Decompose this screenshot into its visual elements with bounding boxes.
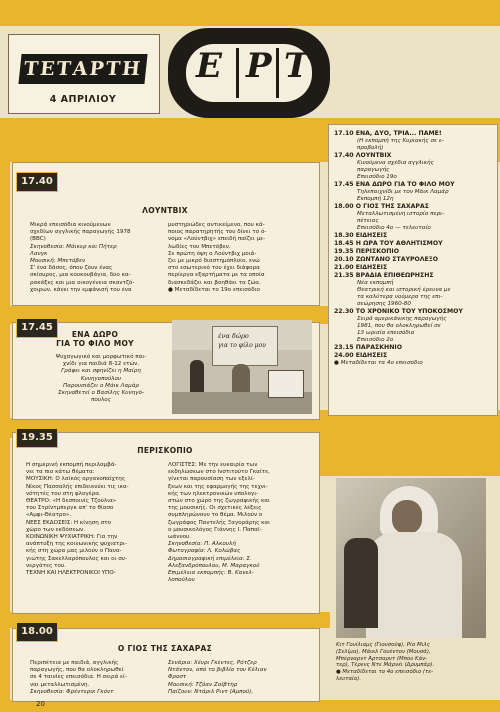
text-line: «Αμφι-Θέατρο». — [26, 512, 72, 519]
text-line: συμπληρώνουν το θέμα. Μιλούν ο — [168, 512, 263, 519]
text-line: νομα «Λούντβιχ» επειδή παίζει με- — [168, 236, 266, 243]
program-title: Ο ΓΙΟΣ ΤΗΣ ΣΑΧΑΡΑΣ — [117, 644, 213, 653]
text-line: Περιπέτεια με παιδιά, αγγλικής — [30, 660, 119, 666]
schedule-desc: Επεισόδιο 2ο — [357, 337, 394, 343]
text-line: της μουσικής. Οι σχετικές λέξεις — [168, 505, 262, 512]
text-line: χνίδι για παιδιά 8-12 ετών. — [62, 361, 140, 368]
schedule-desc: Σειρά αμερικάνικης παραγωγής — [357, 316, 447, 322]
text-line: Δημοσιογραφική επιμέλεια: Σ. — [168, 555, 252, 562]
text-line: χώρο των εκδόσεων. — [26, 526, 85, 533]
text-line: Σκηνοθεσία: Φρέντερικ Γκόντ — [30, 688, 114, 695]
logo-separator — [236, 48, 239, 98]
text-line: σε 4 ταινίες επεισόδια. Η σειρά εί- — [30, 674, 127, 681]
schedule-time: 17.10 — [334, 130, 356, 137]
schedule-time: 22.30 — [334, 308, 356, 315]
text-line: ποιος παρατηρητής του δίνει το ό- — [168, 229, 267, 236]
schedule-time: 18.45 — [334, 240, 356, 247]
schedule-title: ΤΟ ΧΡΟΝΙΚΟ ΤΟΥ ΥΠΟΚΟΣΜΟΥ — [355, 308, 463, 315]
text-line: ζει με μικρό διαστημόπλοιο, ενώ — [168, 258, 260, 265]
text-line: ναι μεταλλωτισμένη. — [30, 681, 90, 688]
schedule-time: 18.30 — [334, 232, 356, 239]
schedule-desc: Επεισόδιο 19ο — [357, 174, 397, 180]
top-yellow-band — [0, 0, 500, 26]
robe-shape — [366, 532, 462, 638]
text-line: νότητές του στη φλογέρα. — [26, 490, 101, 497]
schedule-desc: σεώρησης 1960-80 — [357, 301, 411, 307]
text-line: λωδίες του Μπετόβεν. — [168, 243, 231, 250]
text-line: Σενάριο: Χένρι Γκέντες, Ρότζερ — [168, 660, 257, 666]
schedule-entry — [334, 240, 494, 248]
text-line: Φωτογραφία: Λ. Κολώβας — [168, 548, 241, 555]
program-title: ΛΟΥΝΤΒΙΧ — [142, 206, 188, 215]
program-time-badge: 17.45 — [16, 318, 58, 338]
schedule-desc: 13 ωριαία επεισόδια — [357, 330, 415, 336]
text-line: ΜΟΥΣΙΚΗ: Ο λαϊκός οργανοπαίχτης — [26, 476, 126, 483]
text-line: (BBC) — [30, 236, 46, 243]
text-line: Σ' ένα δάσος, όπου ζουν ένας — [30, 265, 113, 272]
text-line: τερ), Τέρενς Ντε Μάρνέι (Δρυμπάρ). — [336, 662, 435, 669]
text-line: περίεργα εξαρτήματα με τα οποία — [168, 272, 265, 279]
schedule-desc: Νέα εκπομπή — [357, 280, 394, 286]
text-line: εκδηλώσεων στο Ινστιτούτο Γκαίτε, — [168, 469, 270, 476]
date-label: 4 ΑΠΡΙΛΙΟΥ — [49, 94, 117, 105]
schedule-entry — [334, 248, 494, 256]
text-line: Αλεξανδρόπουλου, Μ. Μαραγκού — [168, 562, 260, 569]
text-line: Σκηνοθεσία: Π. Αλκουλή — [168, 541, 236, 548]
text-line: νεργάτες του. — [26, 562, 66, 569]
schedule-desc: 1981, που θα ολοκληρωθεί σε — [357, 323, 441, 329]
program-text-col1 — [30, 660, 162, 696]
schedule-entry — [334, 308, 494, 344]
face-shape — [392, 500, 422, 534]
schedule-title: ΕΙΔΗΣΕΙΣ — [355, 264, 388, 271]
text-line: ωάννου. — [168, 534, 192, 541]
text-line: ξεων και της εφαρμογής της τεχνι- — [168, 483, 268, 490]
program-text-col1 — [26, 462, 162, 577]
text-line: παραγωγής, που θα ολοκληρωθεί — [30, 667, 124, 674]
text-line: Επιμέλεια εκπομπής: Β. Κανελ- — [168, 570, 254, 577]
text-line: Παρουσιάζει ο Μάικ Λαμάρ — [63, 382, 139, 389]
schedule-title: ΒΡΑΔΙΑ ΕΠΙΘΕΩΡΗΣΗΣ — [355, 272, 434, 279]
text-line: Κιτ Γουίλιαμς (Γιουσούφ), Ρία Μιλς — [336, 642, 430, 648]
day-label: ΤΕΤΑΡΤΗ — [18, 54, 147, 84]
schedule-time: 17.45 — [334, 181, 356, 188]
studio-prop — [268, 370, 304, 398]
photo-sign-line1: ένα δώρο — [218, 332, 249, 340]
schedule-time: 21.00 — [334, 264, 356, 271]
text-line: ρακάξες και μια οικογένεια σκαντζό- — [30, 279, 135, 286]
program-title: ΠΕΡΙΣΚΟΠΙΟ — [137, 446, 193, 455]
text-line: Σε πρώτη όψη ο Λούντβιχ μοιά- — [168, 250, 257, 257]
text-line: ΘΕΑΤΡΟ: «Η δεσποινίς Τζούλια» — [26, 498, 117, 505]
text-line: του Στρίντμπεργκ απ' το θίασο — [26, 505, 114, 512]
schedule-entry — [334, 152, 494, 181]
schedule-entry — [334, 264, 494, 272]
text-line: (Σελίμα), Μάικλ Γουέντον (Μουσά), — [336, 648, 431, 655]
program-title-line2: ΓΙΑ ΤΟ ΦΙΛΟ ΜΟΥ — [56, 339, 134, 348]
text-line: κής των ηλεκτρονικών υπολογι- — [168, 490, 259, 497]
schedule-title: ΕΙΔΗΣΕΙΣ — [355, 232, 388, 239]
text-line: ανάπτυξη της κοινωνικής ψυχιατρι- — [26, 541, 127, 548]
program-text-col2 — [168, 222, 308, 294]
schedule-time: 17.40 — [334, 152, 356, 159]
logo-letter-r: Ρ — [246, 46, 272, 86]
text-line: Φροστ — [168, 674, 187, 681]
page-number: 20 — [36, 700, 45, 708]
schedule-title: ΖΩΝΤΑΝΟ ΣΤΑΥΡΟΛΕΞΟ — [355, 256, 438, 263]
photo-caption — [336, 642, 488, 683]
schedule-time: 23.15 — [334, 344, 356, 351]
text-line: ΛΟΓΙΣΤΕΣ: Με την ευκαιρία των — [168, 462, 258, 468]
text-line: διασκεδάζει και βοηθάει τα ζώα. — [168, 279, 261, 286]
text-line: Γράφει και σφηνίζει η Μαίρη — [61, 368, 141, 375]
text-line: νει τα πιο κάτω θέματα: — [26, 469, 95, 476]
text-line: σκίουρος, μια κουκουβάγια, δύο κα- — [30, 272, 131, 279]
text-line: ο μουσικολόγος Γιάννης Ι. Παπαϊ- — [168, 526, 262, 533]
text-line: Κυνηγοπούλου — [80, 375, 122, 382]
studio-photo — [172, 320, 312, 414]
schedule-entry — [334, 352, 494, 360]
schedule-title: ΛΟΥΝΤΒΙΧ — [355, 152, 392, 159]
photo-sign-line2: για το φίλο μου — [218, 342, 266, 349]
schedule-time: 24.00 — [334, 352, 356, 359]
text-line: Μικρά επεισόδια κινούμενων — [30, 222, 111, 228]
program-title-line1: ΕΝΑ ΔΩΡΟ — [71, 330, 119, 339]
program-time-badge: 17.40 — [16, 172, 58, 192]
text-line: μυστηριώδες αντικείμενο, που κά- — [168, 222, 265, 228]
text-line: Μπέρναρντ Άρτσαρντ (Μπου Κάν- — [336, 655, 428, 662]
text-line: Σκηνοθετεί ο Βασίλης Κυνηγό- — [58, 390, 144, 397]
schedule-desc: (Η εκπομπή της Κυριακής σε ε- — [357, 138, 444, 144]
schedule-desc: Εκπομπή 12η — [357, 196, 394, 202]
schedule-time: 19.35 — [334, 248, 356, 255]
schedule-title: ΕΝΑ, ΔΥΟ, ΤΡΙΑ... ΠΑΜΕ! — [355, 130, 442, 137]
schedule-desc: τα καλύτερα νούμερα της επι- — [357, 294, 443, 300]
text-line: χοιρων, κάνει την εμφάνισή του ένα — [30, 286, 132, 293]
text-line: σχεδίων αγγλικής παραγωγής 1978 — [30, 229, 131, 236]
text-line: Μουσική: Τζόαν Ζαϊβτηρ — [168, 681, 238, 688]
schedule-desc: Κινούμενα σχέδια αγγλικής — [357, 160, 434, 166]
schedule-time: 18.00 — [334, 203, 356, 210]
text-line: λοπούλου — [168, 577, 195, 584]
text-line: ΝΕΕΣ ΕΚΔΟΣΕΙΣ: Η κίνηση στο — [26, 519, 111, 526]
text-line: Λανγκ — [30, 250, 48, 257]
text-line: γιώτης Σακελλαρόπουλος και οι συ- — [26, 555, 128, 562]
text-line: Νίκος Πασσαλής επιδεικνύει τις ικα- — [26, 483, 129, 490]
figure-silhouette — [344, 538, 378, 628]
schedule-entry — [334, 181, 494, 203]
schedule-desc: Επεισόδιο 4ο — τελευταίο — [357, 225, 431, 231]
program-text — [36, 354, 166, 404]
schedule-entry — [334, 130, 494, 152]
right-yellow-band — [320, 410, 500, 476]
text-line: πουλος — [90, 397, 112, 404]
schedule-title: ΠΑΡΑΣΚΗΝΙΟ — [355, 344, 402, 351]
text-line: Μουσική: Μπετόβεν — [30, 258, 86, 265]
schedule-time: 20.10 — [334, 256, 356, 263]
text-line: Σκηνοθεσία: Μάικερ και Πήτερ — [30, 243, 117, 250]
text-line: γίνεται παρουσίαση των εξελί- — [168, 476, 255, 483]
text-line: Ψυχαγωγικό και μορφωτικό παι- — [55, 354, 147, 360]
logo-letter-t: Τ — [284, 46, 310, 86]
schedule-desc: Θεατρική και ιστορική έρευνα με — [357, 287, 451, 293]
text-line: Η σημερινή εκπομπή περιλαμβά- — [26, 462, 117, 468]
schedule-desc: παραγωγής — [357, 167, 390, 173]
program-time-badge: 18.00 — [16, 622, 58, 642]
text-line: ζωγράφος Παντελής Ξαγοράρης και — [168, 519, 271, 526]
text-line: κής στη χώρα μας μιλούν ο Πανα- — [26, 548, 122, 555]
text-line: Ντάντον, από το βιβλίο του Κέλιαν — [168, 667, 267, 674]
text-line: λευταίο). — [336, 675, 361, 682]
schedule-title: ΠΕΡΙΣΚΟΠΙΟ — [355, 248, 399, 255]
program-text-col2 — [168, 660, 308, 696]
text-line: ● Μεταδίδεται το 19ο επεισόδιο — [168, 286, 260, 293]
program-time-badge: 19.35 — [16, 428, 58, 448]
schedule-desc: πέτειας — [357, 218, 379, 224]
schedule-title: ΕΝΑ ΔΩΡΟ ΓΙΑ ΤΟ ΦΙΛΟ ΜΟΥ — [355, 181, 455, 188]
schedule-desc: Τηλεπαιχνίδι με τον Μάικ Λαμάρ — [357, 189, 449, 195]
schedule-title: Η ΩΡΑ ΤΟΥ ΑΘΛΗΤΙΣΜΟΥ — [355, 240, 443, 247]
schedule-entry — [334, 232, 494, 240]
sahara-photo — [336, 478, 486, 638]
schedule-time: 21.35 — [334, 272, 356, 279]
text-line: ΚΟΙΝΩΝΙΚΗ ΨΥΧΙΑΤΡΙΚΗ: Για την — [26, 534, 118, 541]
text-line: Παίζουν: Ντάριλ Ριντ (Αμπού), — [168, 688, 254, 695]
schedule-desc: Μεταλλωτισμένη ιστορία περι- — [357, 211, 445, 217]
text-line: στών στο χώρο της ζωγραφικής και — [168, 498, 270, 505]
schedule-entry — [334, 203, 494, 232]
schedule-note: ● Μεταδίδεται τα 4ο επεισόδιο — [334, 360, 423, 366]
schedule-entry — [334, 344, 494, 352]
schedule-desc: προβολή) — [357, 145, 384, 151]
text-line: ● Μεταδίδεται το 4ο επεισόδιο (τε- — [336, 669, 434, 676]
program-text-col1 — [30, 222, 162, 294]
schedule-title: ΕΙΔΗΣΕΙΣ — [355, 352, 388, 359]
text-line: ΤΕΧΝΗ ΚΑΙ ΗΛΕΚΤΡΟΝΙΚΟΙ ΥΠΟ- — [26, 570, 116, 577]
schedule-title: Ο ΓΙΟΣ ΤΗΣ ΣΑΧΑΡΑΣ — [355, 203, 429, 210]
logo-letter-e: Ε — [196, 46, 222, 86]
logo-separator — [276, 48, 279, 98]
program-text-col2 — [168, 462, 308, 584]
schedule-entry — [334, 256, 494, 264]
text-line: στο εσωτερικό του έχει διάφορα — [168, 265, 260, 272]
schedule-entry — [334, 272, 494, 308]
